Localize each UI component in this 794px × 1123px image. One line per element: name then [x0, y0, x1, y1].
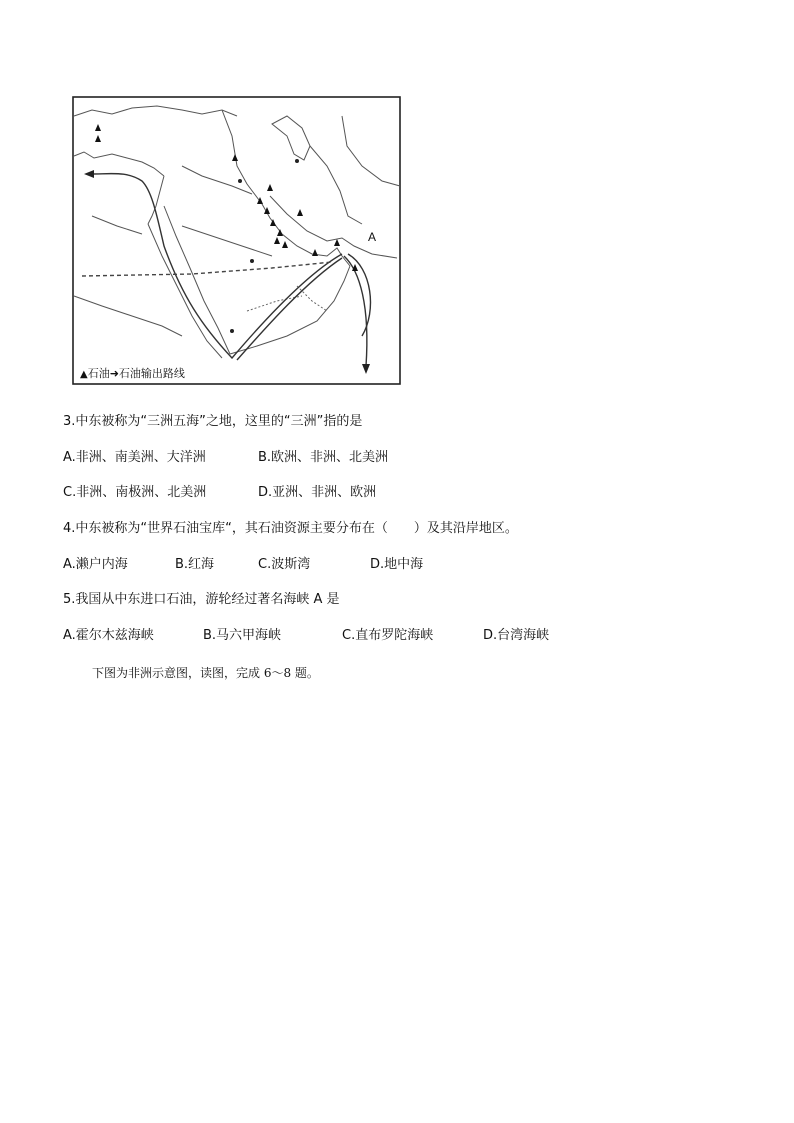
- middle-east-map: [72, 96, 402, 386]
- question-5-options: [63, 628, 763, 644]
- q5-option-a[interactable]: A.霍尔木兹海峡: [63, 628, 154, 643]
- q4-option-b[interactable]: B.红海: [175, 557, 215, 572]
- q4-option-a[interactable]: A.濑户内海: [63, 557, 128, 572]
- q3-option-a[interactable]: A.非洲、南美洲、大洋洲: [63, 450, 206, 465]
- q4-option-d[interactable]: D.地中海: [370, 557, 424, 572]
- strait-a-label: A: [368, 230, 377, 244]
- next-section-note: 下图为非洲示意图，读图，完成 6～8 题。: [92, 666, 319, 680]
- question-4-stem: 4.中东被称为“世界石油宝库“，其石油资源主要分布在（ ）及其沿岸地区。: [63, 521, 518, 536]
- question-5-stem: 5.我国从中东进口石油，游轮经过著名海峡 A 是: [63, 592, 340, 607]
- legend-route-label: 石油输出路线: [118, 367, 185, 380]
- map-drawing: [72, 96, 402, 386]
- route-arrow-icon: ➜: [109, 367, 119, 380]
- oil-triangle-icon: ▲: [80, 369, 88, 380]
- question-3-options: [63, 450, 763, 466]
- q5-option-b[interactable]: B.马六甲海峡: [203, 628, 282, 643]
- q3-option-d[interactable]: D.亚洲、非洲、欧洲: [258, 485, 377, 500]
- q3-option-b[interactable]: B.欧洲、非洲、北美洲: [258, 450, 389, 465]
- q4-option-c[interactable]: C.波斯湾: [258, 557, 311, 572]
- question-4-options: [63, 557, 763, 573]
- q3-option-c[interactable]: C.非洲、南极洲、北美洲: [63, 485, 207, 500]
- legend-oil-label: 石油: [87, 367, 110, 380]
- q5-option-c[interactable]: C.直布罗陀海峡: [342, 628, 434, 643]
- map-legend: [78, 367, 187, 382]
- question-3-options-2: [63, 485, 763, 501]
- question-3-stem: 3.中东被称为“三洲五海”之地，这里的“三洲”指的是: [63, 414, 363, 429]
- q5-option-d[interactable]: D.台湾海峡: [483, 628, 550, 643]
